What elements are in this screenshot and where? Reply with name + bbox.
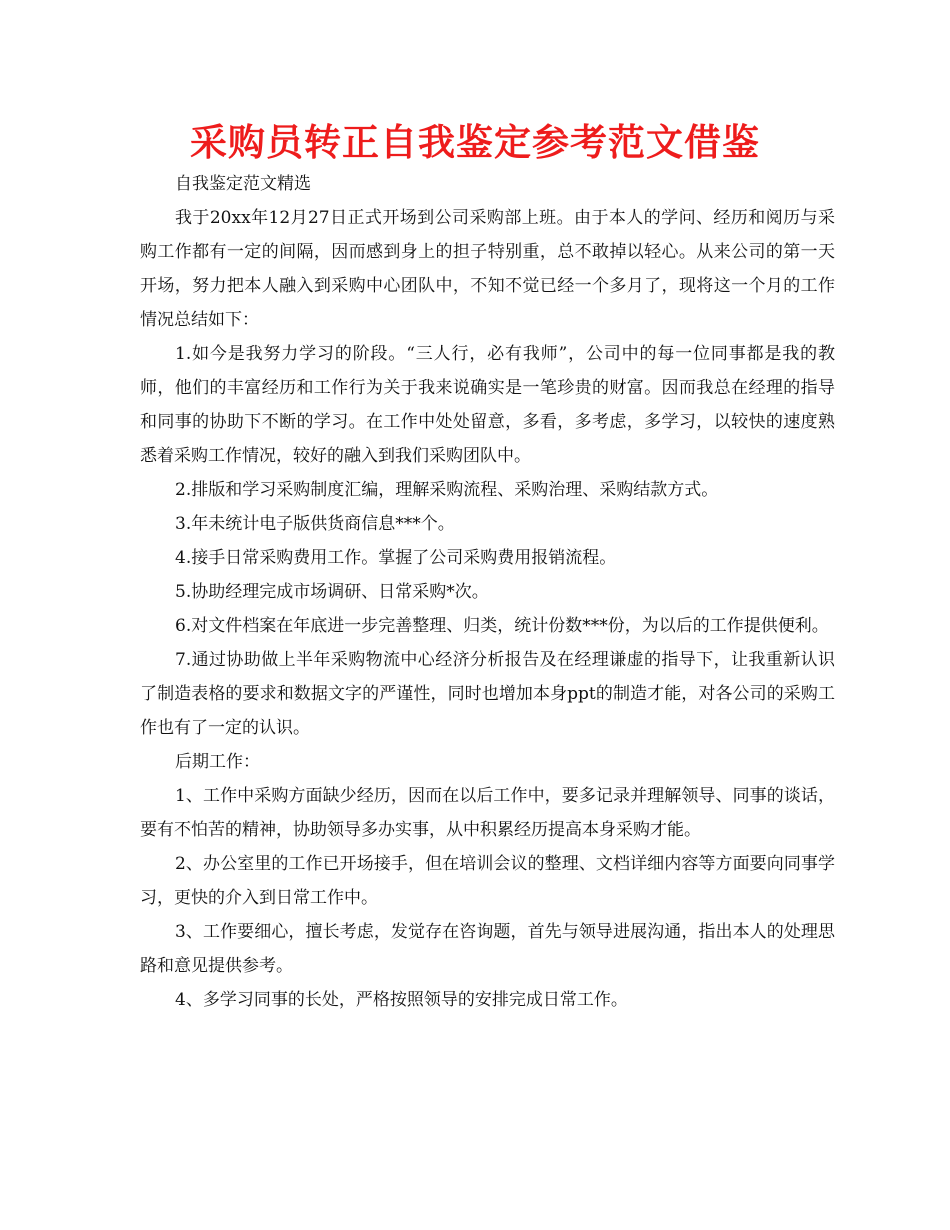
paragraph-later-work-4: 4、多学习同事的长处，严格按照领导的安排完成日常工作。 [175,990,628,1010]
paragraph-item-2: 2.排版和学习采购制度汇编，理解采购流程、采购治理、采购结款方式。 [175,480,719,500]
document-body [140,167,835,1017]
paragraph-subtitle: 自我鉴定范文精选 [175,174,311,194]
paragraph-later-work-1: 1、工作中采购方面缺少经历，因而在以后工作中，要多记录并理解领导、同事的谈话，要有不怕苦的精神，协助领导多办实事，从中积累经历提高本身采购才能。 [140,786,835,840]
paragraph-item-6: 6.对文件档案在年底进一步完善整理、归类，统计份数***份，为以后的工作提供便利。 [175,616,829,636]
paragraph-later-work-heading: 后期工作： [175,752,260,772]
paragraph-intro: 我于20xx年12月27日正式开场到公司采购部上班。由于本人的学问、经历和阅历与采购工作都有一定的间隔，因而感到身上的担子特别重，总不敢掉以轻心。从来公司的第一天开场，努力把本人融入到采购中心团队中，不知不觉已经一个多月了，现将这一个月的工作情况总结如下： [140,208,835,330]
paragraph-item-4: 4.接手日常采购费用工作。掌握了公司采购费用报销流程。 [175,548,617,568]
paragraph-later-work-3: 3、工作要细心，擅长考虑，发觉存在咨询题，首先与领导进展沟通，指出本人的处理思路和意见提供参考。 [140,922,835,976]
paragraph-item-3: 3.年未统计电子版供货商信息***个。 [175,514,455,534]
document-title: 采购员转正自我鉴定参考范文借鉴 [190,121,760,164]
paragraph-item-7: 7.通过协助做上半年采购物流中心经济分析报告及在经理谦虚的指导下，让我重新认识了制造表格的要求和数据文字的严谨性，同时也增加本身ppt的制造才能，对各公司的采购工作也有了一定的认识。 [140,650,835,738]
paragraph-item-5: 5.协助经理完成市场调研、日常采购*次。 [175,582,489,602]
paragraph-later-work-2: 2、办公室里的工作已开场接手，但在培训会议的整理、文档详细内容等方面要向同事学习，更快的介入到日常工作中。 [140,854,835,908]
paragraph-item-1: 1.如今是我努力学习的阶段。“三人行，必有我师”，公司中的每一位同事都是我的教师，他们的丰富经历和工作行为关于我来说确实是一笔珍贵的财富。因而我总在经理的指导和同事的协助下不断的学习。在工作中处处留意，多看，多考虑，多学习，以较快的速度熟悉着采购工作情况，较好的融入到我们采购团队中。 [140,344,835,466]
